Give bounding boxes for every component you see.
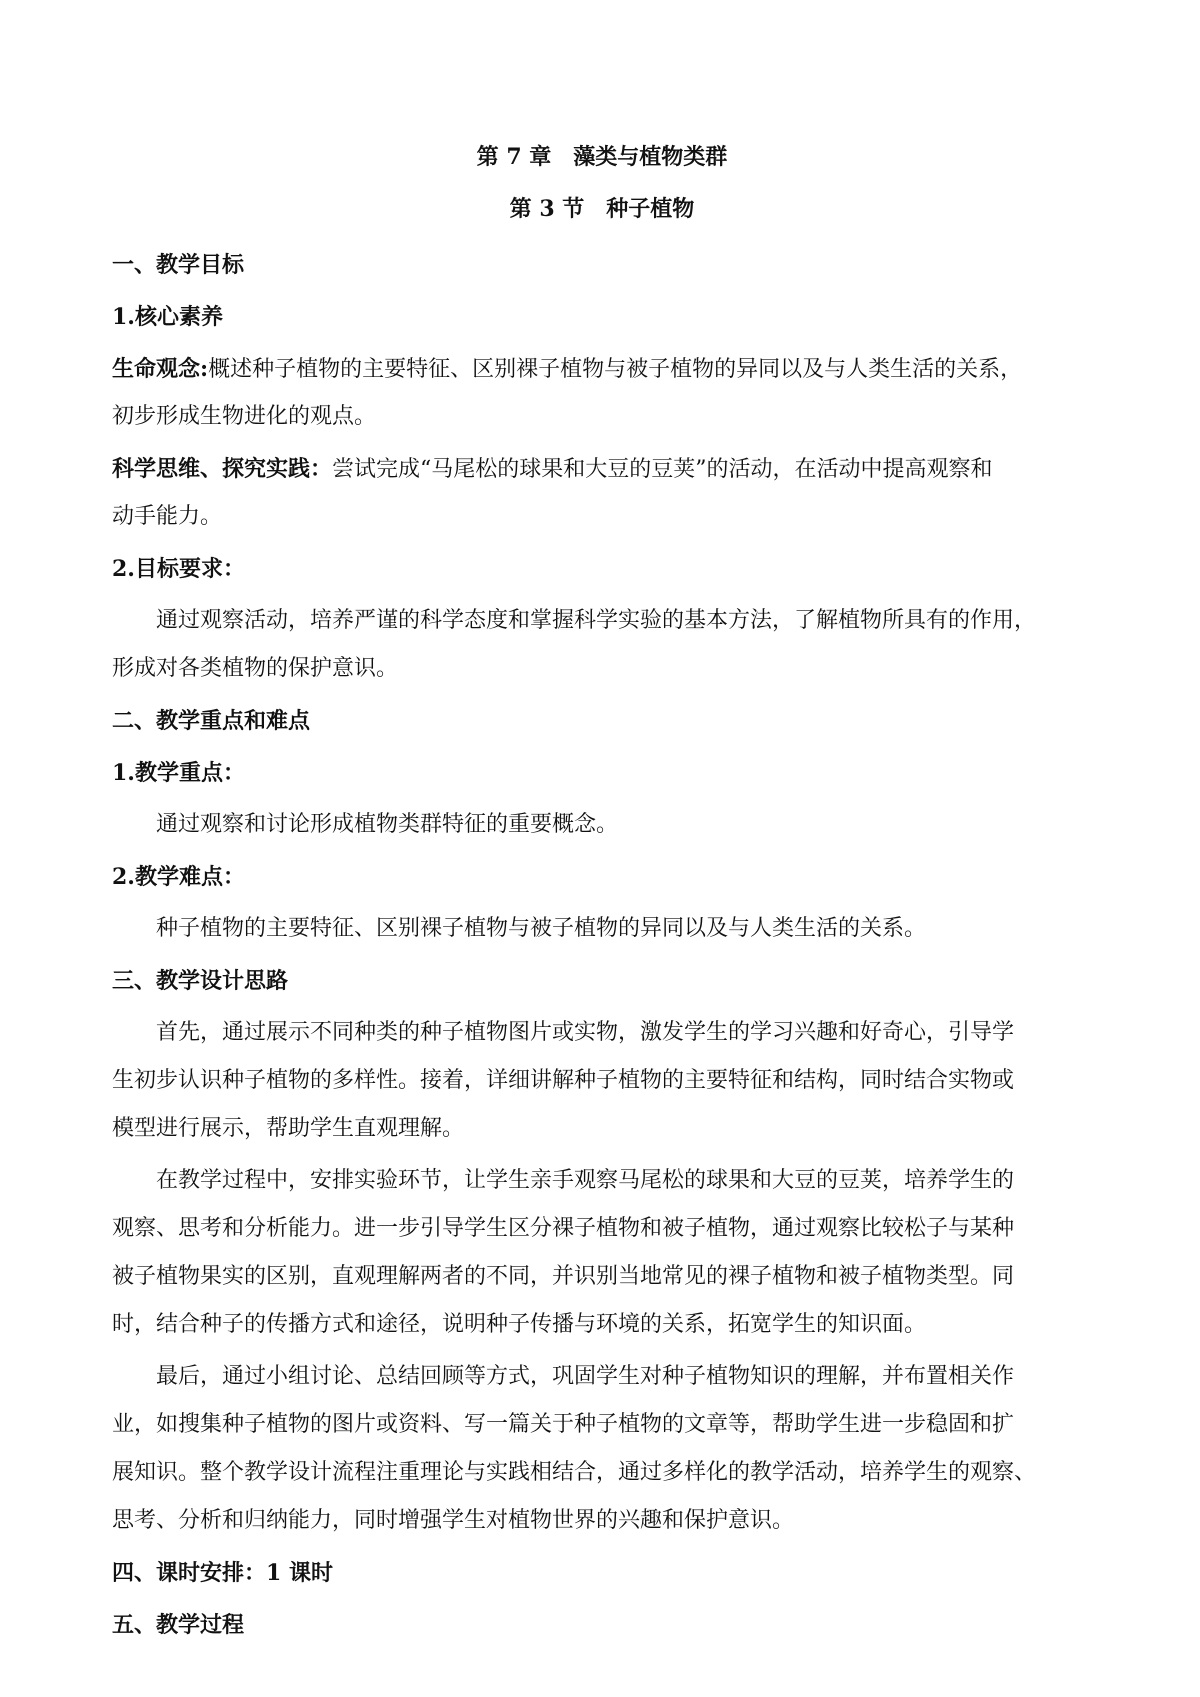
science-thinking-text-2: 动手能力。 [112, 504, 223, 529]
heading-class-hours: 四、课时安排：1 课时 [112, 1560, 333, 1586]
design-paragraph-3 [112, 1360, 1092, 1538]
design-p1-line-3: 模型进行展示，帮助学生直观理解。 [112, 1116, 465, 1141]
design-p2-line-1: 在教学过程中，安排实验环节，让学生亲手观察马尾松的球果和大豆的豆荚，培养学生的 [156, 1168, 1015, 1193]
heading-core-literacy: 1.核心素养 [112, 304, 223, 330]
life-concept-paragraph [112, 352, 1092, 434]
design-p2-line-2: 观察、思考和分析能力。进一步引导学生区分裸子植物和被子植物，通过观察比较松子与某种 [112, 1216, 1015, 1241]
goal-paragraph [112, 604, 1092, 686]
heading-difficult-points: 2.教学难点： [112, 864, 245, 890]
goal-text-1: 通过观察活动，培养严谨的科学态度和掌握科学实验的基本方法，了解植物所具有的作用， [156, 608, 1037, 633]
design-p3-line-1: 最后，通过小组讨论、总结回顾等方式，巩固学生对种子植物知识的理解，并布置相关作 [156, 1364, 1015, 1389]
science-thinking-paragraph [112, 452, 1092, 534]
life-concept-row-1 [112, 352, 1092, 386]
heading-key-points: 1.教学重点： [112, 760, 245, 786]
science-thinking-label: 科学思维、探究实践： [112, 456, 333, 482]
design-p3-line-3: 展知识。整个教学设计流程注重理论与实践相结合，通过多样化的教学活动，培养学生的观察、 [112, 1460, 1037, 1485]
design-p3-line-2: 业，如搜集种子植物的图片或资料、写一篇关于种子植物的文章等，帮助学生进一步稳固和扩 [112, 1412, 1015, 1437]
life-concept-label: 生命观念: [112, 356, 209, 382]
design-p2-line-4: 时，结合种子的传播方式和途径，说明种子传播与环境的关系，拓宽学生的知识面。 [112, 1312, 927, 1337]
difficult-points-text: 种子植物的主要特征、区别裸子植物与被子植物的异同以及与人类生活的关系。 [156, 916, 927, 941]
heading-goal-requirements: 2.目标要求： [112, 556, 245, 582]
science-thinking-text-1: 尝试完成“马尾松的球果和大豆的豆荚”的活动，在活动中提高观察和 [332, 457, 993, 482]
key-points-text: 通过观察和讨论形成植物类群特征的重要概念。 [156, 812, 619, 837]
heading-teaching-goals: 一、教学目标 [112, 252, 245, 278]
design-p2-line-3: 被子植物果实的区别，直观理解两者的不同，并识别当地常见的裸子植物和被子植物类型。同 [112, 1264, 1015, 1289]
document-content [112, 140, 1092, 1660]
design-p3-line-4: 思考、分析和归纳能力，同时增强学生对植物世界的兴趣和保护意识。 [112, 1508, 795, 1533]
life-concept-text-1: 概述种子植物的主要特征、区别裸子植物与被子植物的异同以及与人类生活的关系， [208, 357, 1023, 382]
design-p1-line-2: 生初步认识种子植物的多样性。接着，详细讲解种子植物的主要特征和结构，同时结合实物或 [112, 1068, 1015, 1093]
design-paragraph-1 [112, 1016, 1092, 1146]
heading-design-ideas: 三、教学设计思路 [112, 968, 289, 994]
design-p1-line-1: 首先，通过展示不同种类的种子植物图片或实物，激发学生的学习兴趣和好奇心，引导学 [156, 1020, 1015, 1045]
heading-teaching-process: 五、教学过程 [112, 1612, 245, 1638]
goal-text-2: 形成对各类植物的保护意识。 [112, 656, 399, 681]
design-paragraph-2 [112, 1164, 1092, 1342]
life-concept-text-2: 初步形成生物进化的观点。 [112, 404, 377, 429]
chapter-title: 第 7 章 藻类与植物类群 [476, 144, 728, 170]
heading-key-difficult: 二、教学重点和难点 [112, 708, 311, 734]
section-title: 第 3 节 种子植物 [509, 196, 695, 222]
science-thinking-row-1 [112, 452, 1092, 486]
